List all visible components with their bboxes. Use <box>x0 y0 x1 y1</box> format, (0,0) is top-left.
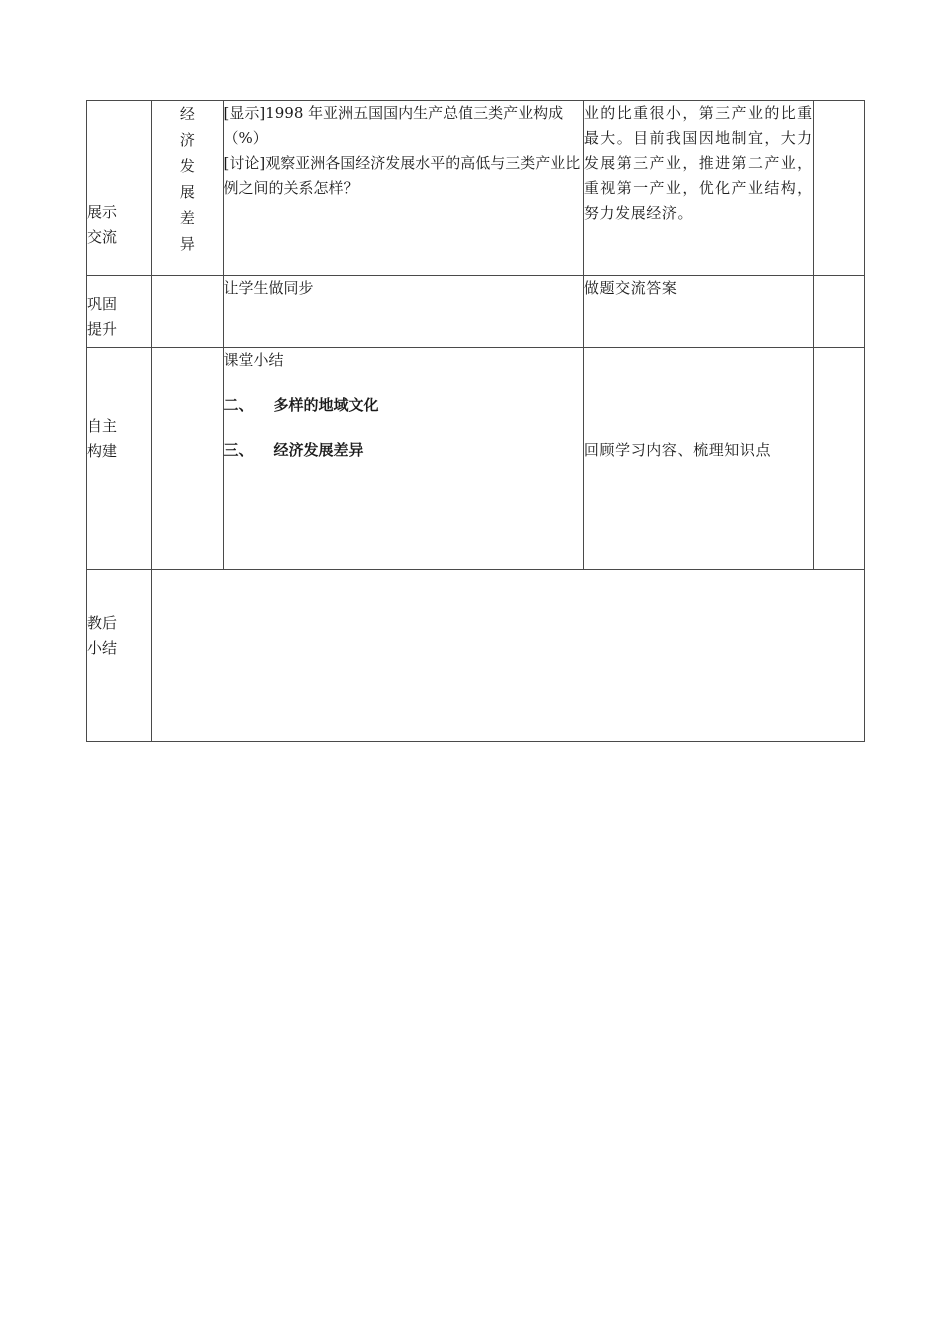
student-activity-cell <box>583 348 813 570</box>
teacher-text: [显示]1998 年亚洲五国国内生产总值三类产业构成（%） <box>223 104 564 147</box>
stage-cell <box>87 348 152 570</box>
post-teaching-notes-cell <box>152 570 865 742</box>
row-display-exchange <box>87 101 865 276</box>
lesson-plan-table <box>86 100 865 742</box>
summary-item-number: 三、 <box>223 441 254 459</box>
topic-char: 经 <box>179 105 195 123</box>
topic-char: 差 <box>179 209 195 227</box>
student-text: 回顾学习内容、梳理知识点 <box>583 441 772 459</box>
notes-cell <box>813 276 864 348</box>
topic-cell <box>152 276 223 348</box>
teacher-activity-cell <box>223 101 583 276</box>
stage-label-line: 交流 <box>87 228 118 246</box>
stage-cell <box>87 276 152 348</box>
summary-item-number: 二、 <box>223 396 254 414</box>
summary-title: 课堂小结 <box>223 351 284 369</box>
row-consolidate <box>87 276 865 348</box>
stage-cell <box>87 101 152 276</box>
stage-label-line: 教后 <box>87 614 118 632</box>
topic-char: 济 <box>179 131 195 149</box>
notes-cell <box>813 101 864 276</box>
topic-cell <box>152 101 223 276</box>
stage-label-line: 构建 <box>87 442 118 460</box>
topic-cell <box>152 348 223 570</box>
student-activity-cell <box>583 276 813 348</box>
stage-label-line: 小结 <box>87 639 118 657</box>
stage-label-line: 展示 <box>87 203 118 221</box>
teacher-text: [讨论]观察亚洲各国经济发展水平的高低与三类产业比例之间的关系怎样？ <box>223 154 581 197</box>
teacher-text: 让学生做同步 <box>223 279 314 297</box>
student-text: 业的比重很小，第三产业的比重最大。目前我国因地制宜，大力发展第三产业，推进第二产业，重视第一产业，优化产业结构，努力发展经济。 <box>583 104 813 222</box>
teacher-activity-cell <box>223 348 583 570</box>
topic-char: 发 <box>179 157 195 175</box>
notes-cell <box>813 348 864 570</box>
summary-item <box>224 393 583 418</box>
student-text: 做题交流答案 <box>583 279 678 297</box>
row-post-teaching-summary <box>87 570 865 742</box>
stage-label-line: 自主 <box>87 417 118 435</box>
student-activity-cell <box>583 101 813 276</box>
topic-char: 异 <box>179 235 195 253</box>
stage-label-line: 提升 <box>87 320 118 338</box>
summary-item-text: 多样的地域文化 <box>273 396 379 414</box>
row-self-construct <box>87 348 865 570</box>
teacher-activity-cell <box>223 276 583 348</box>
topic-char: 展 <box>179 183 195 201</box>
summary-item-text: 经济发展差异 <box>273 441 364 459</box>
stage-label-line: 巩固 <box>87 295 118 313</box>
stage-cell <box>87 570 152 742</box>
summary-item <box>224 438 583 463</box>
